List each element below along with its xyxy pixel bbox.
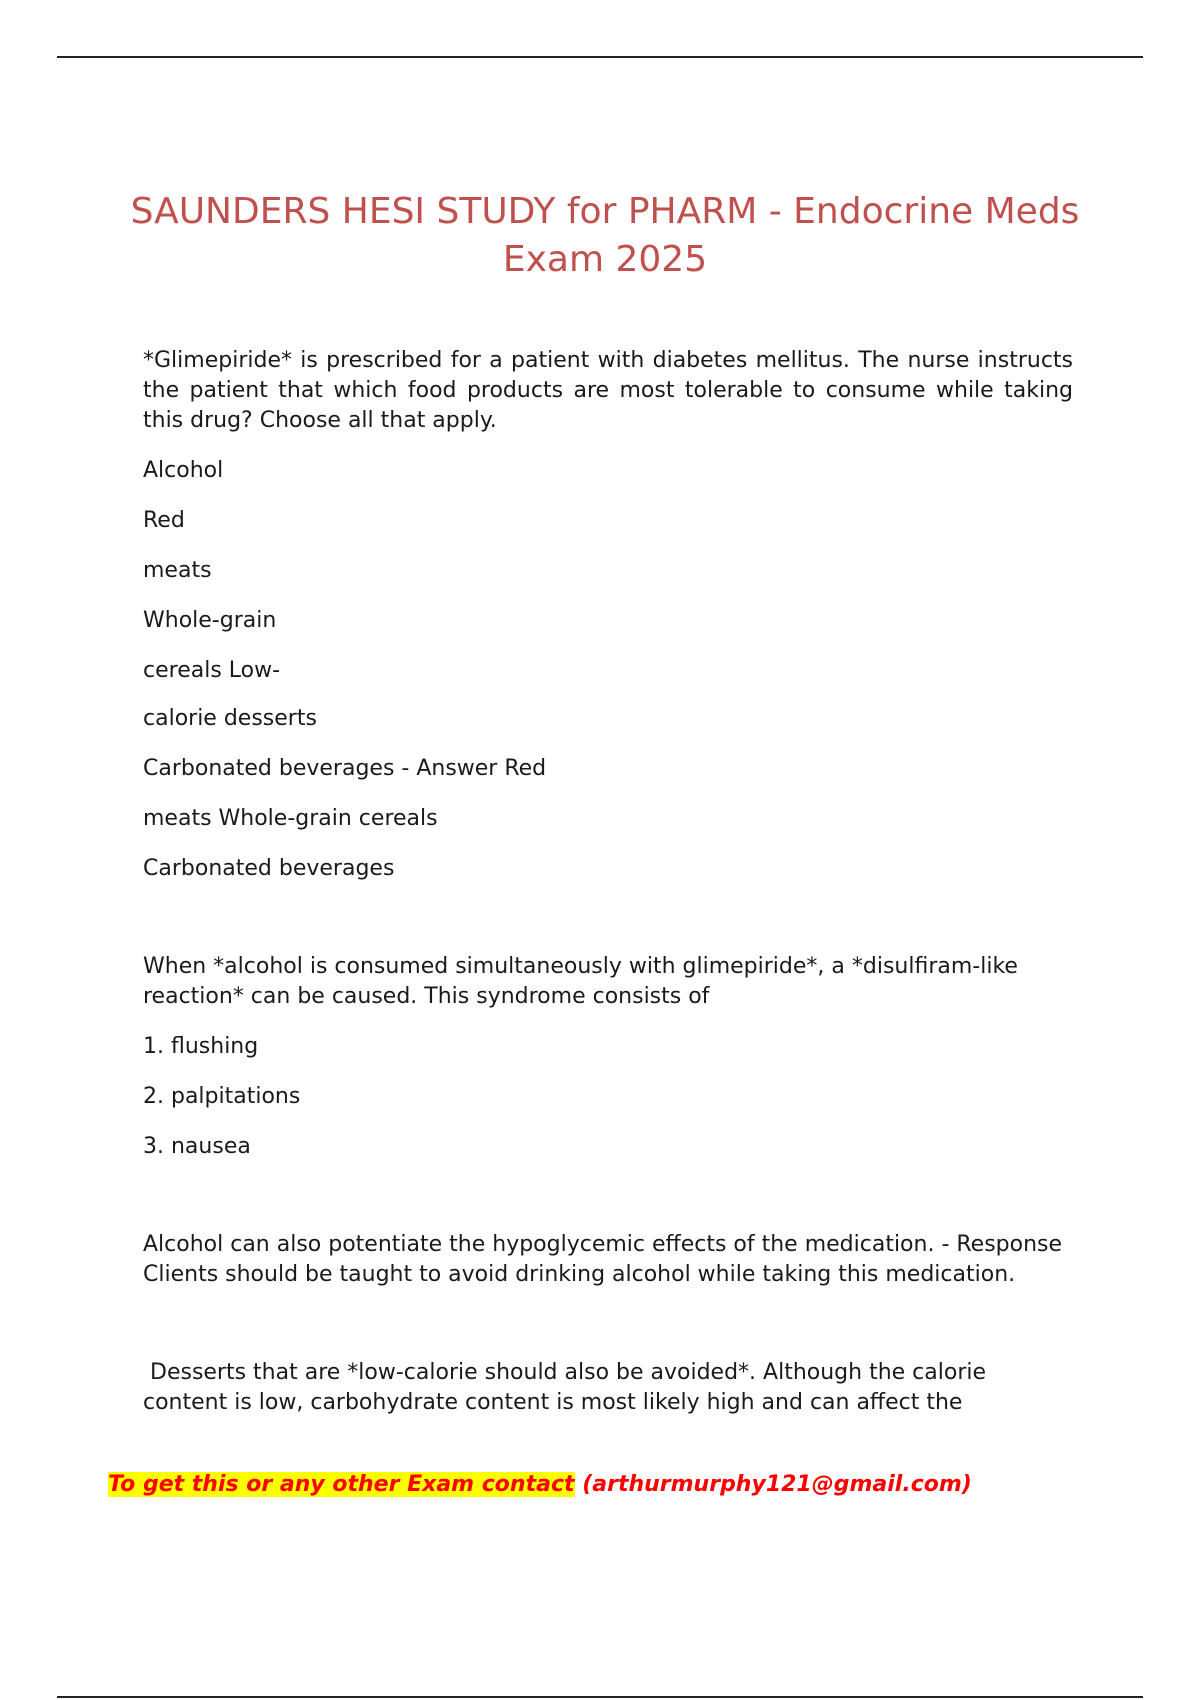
answer-line: Carbonated beverages <box>143 856 395 881</box>
document-body <box>143 346 1073 1418</box>
answer-line: Carbonated beverages - Answer Red <box>143 756 547 781</box>
bottom-rule <box>57 1696 1143 1698</box>
title-line-2: Exam 2025 <box>502 239 708 280</box>
contact-email[interactable]: (arthurmurphy121@gmail.com) <box>582 1472 972 1497</box>
title-line-1: SAUNDERS HESI STUDY for PHARM - Endocrine Meds <box>130 191 1080 232</box>
answer-line: meats <box>143 558 212 583</box>
desserts-note: Desserts that are *low-calorie should also be avoided*. Although the calorie content is low, carbohydrate content is most likely high and can affect the <box>143 1360 994 1415</box>
top-rule <box>57 56 1143 58</box>
answer-line: calorie desserts <box>143 706 317 731</box>
explanation-intro: When *alcohol is consumed simultaneously with glimepiride*, a *disulfiram-like reaction* can be caused. This syndrome consists of <box>143 954 1018 1009</box>
answer-line: Red <box>143 508 185 533</box>
answer-line: meats Whole-grain cereals <box>143 806 438 831</box>
alcohol-note: Alcohol can also potentiate the hypoglycemic effects of the medication. - Response Clients should be taught to avoid drinking alcohol while taking this medication. <box>143 1232 1063 1287</box>
symptom-item: 3. nausea <box>143 1134 251 1159</box>
symptom-item: 2. palpitations <box>143 1084 301 1109</box>
question-text: *Glimepiride* is prescribed for a patient with diabetes mellitus. The nurse instructs the patient that which food products are most tolerable to consume while taking this drug? Choose all that apply. <box>143 348 1073 433</box>
symptom-item: 1. flushing <box>143 1034 259 1059</box>
answer-line: Alcohol <box>143 458 224 483</box>
document-title <box>100 188 1110 284</box>
contact-banner <box>108 1470 972 1500</box>
contact-cta-text: To get this or any other Exam contact <box>108 1472 575 1497</box>
answer-line: cereals Low- <box>143 658 281 683</box>
answer-line: Whole-grain <box>143 608 277 633</box>
